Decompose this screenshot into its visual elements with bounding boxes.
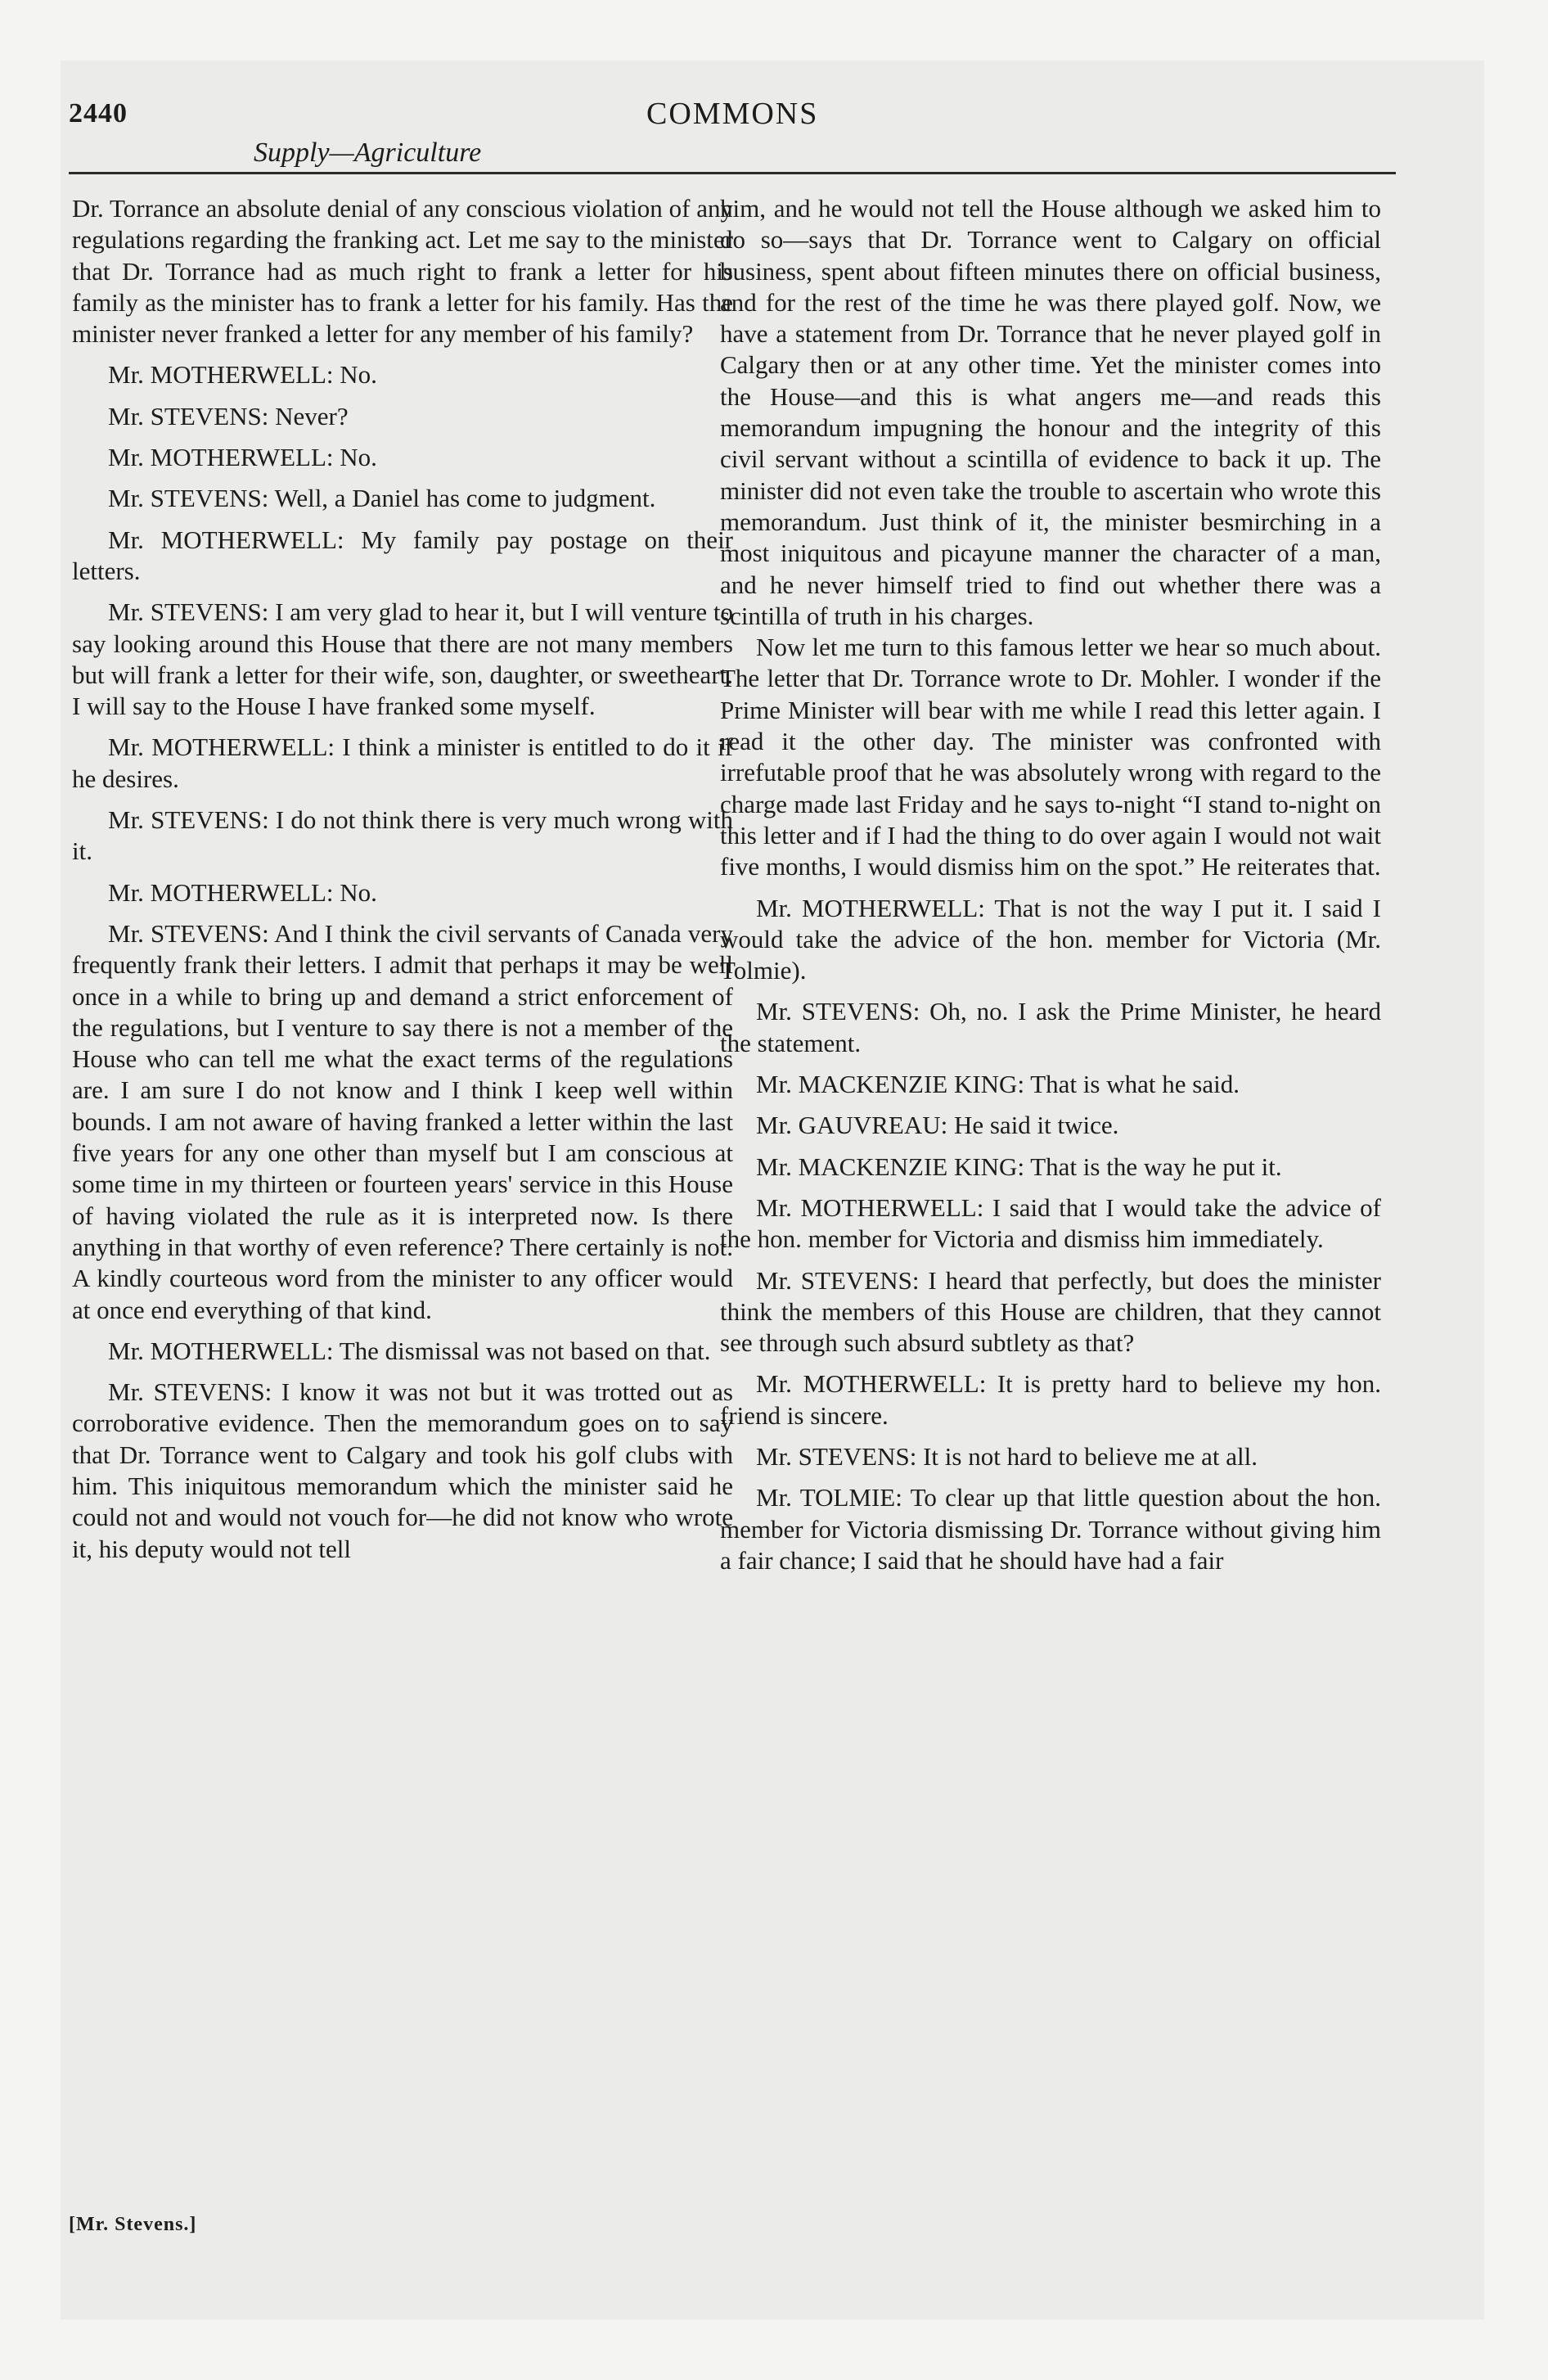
left-column bbox=[72, 193, 733, 1565]
right-column bbox=[720, 193, 1381, 1576]
paragraph: Mr. MOTHERWELL: I think a minister is entitled to do it if he desires. bbox=[72, 732, 733, 793]
paragraph: Mr. STEVENS: I know it was not but it was trotted out as corroborative evidence. Then the memorandum goes on to say that Dr. Torrance went to Calgary and took his golf clubs with him. This iniquitous memorandum which the minister said he could not and would not vouch for—he did not know who wrote it, his deputy would not tell bbox=[72, 1377, 733, 1563]
paragraph: Mr. STEVENS: I am very glad to hear it, but I will venture to say looking around this House that there are not many members but will frank a letter for their wife, son, daughter, or sweetheart. I will say to the House I have franked some myself. bbox=[72, 597, 733, 721]
paragraph: Mr. MOTHERWELL: No. bbox=[108, 443, 377, 472]
paragraph: Mr. GAUVREAU: He said it twice. bbox=[756, 1111, 1119, 1140]
paragraph: Mr. MOTHERWELL: No. bbox=[108, 360, 377, 390]
paragraph: Mr. MACKENZIE KING: That is what he said. bbox=[756, 1070, 1240, 1099]
section-title: Supply—Agriculture bbox=[254, 137, 482, 168]
running-title: COMMONS bbox=[646, 97, 819, 131]
paragraph: Mr. MOTHERWELL: The dismissal was not based on that. bbox=[108, 1336, 711, 1365]
paragraph: Mr. STEVENS: Well, a Daniel has come to judgment. bbox=[108, 484, 656, 513]
paragraph: Now let me turn to this famous letter we hear so much about. The letter that Dr. Torrance wrote to Dr. Mohler. I wonder if the Prime Minister will bear with me while I read this letter again. I read it the other day. The minister was confronted with irrefutable proof that he was absolutely wrong with regard to the charge made last Friday and he says to-night “I stand to-night on this letter and if I had the thing to do over again I would not wait five months, I would dismiss him on the spot.” He reiterates that. bbox=[720, 633, 1381, 881]
paragraph: Mr. STEVENS: I do not think there is very much wrong with it. bbox=[72, 805, 733, 866]
paragraph: Mr. STEVENS: Oh, no. I ask the Prime Minister, he heard the statement. bbox=[720, 997, 1381, 1057]
speaker-footer: [Mr. Stevens.] bbox=[69, 2214, 197, 2235]
paragraph: Mr. MOTHERWELL: No. bbox=[108, 877, 377, 907]
paragraph: Mr. STEVENS: I heard that perfectly, but does the minister think the members of this House are children, that they cannot see through such absurd subtlety as that? bbox=[720, 1265, 1381, 1358]
paragraph: Mr. MOTHERWELL: I said that I would take the advice of the hon. member for Victoria and dismiss him immediately. bbox=[720, 1192, 1381, 1254]
paragraph: Mr. STEVENS: And I think the civil servants of Canada very frequently frank their letters. I admit that perhaps it may be well once in a while to bring up and demand a strict enforcement of the regulations, but I venture to say there is not a member of the House who can tell me what the exact terms of the regulations are. I am sure I do not know and I think I keep well within bounds. I am not aware of having franked a letter within the last five years for any one other than myself but I am conscious at some time in my thirteen or fourteen years' service in this House of having violated the rule as it is interpreted now. Is there anything in that worthy of even reference? There certainly is not. A kindly courteous word from the minister to any officer would at once end everything of that kind. bbox=[72, 918, 733, 1324]
paragraph: Mr. MACKENZIE KING: That is the way he put it. bbox=[756, 1152, 1282, 1181]
page-number: 2440 bbox=[69, 98, 128, 128]
header-rule bbox=[69, 172, 1396, 174]
paragraph: Mr. TOLMIE: To clear up that little question about the hon. member for Victoria dismissing Dr. Torrance without giving him a fair chance; I said that he should have had a fair bbox=[720, 1483, 1381, 1575]
paragraph: Mr. STEVENS: Never? bbox=[108, 401, 349, 430]
paragraph: Mr. STEVENS: It is not hard to believe me at all. bbox=[756, 1441, 1258, 1471]
paragraph: Mr. MOTHERWELL: That is not the way I put it. I said I would take the advice of the hon. member for Victoria (Mr. Tolmie). bbox=[720, 893, 1381, 985]
paragraph: Mr. MOTHERWELL: It is pretty hard to believe my hon. friend is sincere. bbox=[720, 1369, 1381, 1430]
paragraph: Mr. MOTHERWELL: My family pay postage on their letters. bbox=[72, 525, 733, 585]
paragraph: him, and he would not tell the House although we asked him to do so—says that Dr. Torrance went to Calgary on official business, spent about fifteen minutes there on official business, and for the rest of the time he was there played golf. Now, we have a statement from Dr. Torrance that he never played golf in Calgary then or at any other time. Yet the minister comes into the House—and this is what angers me—and reads this memorandum impugning the honour and the integrity of this civil servant without a scintilla of evidence to back it up. The minister did not even take the trouble to ascertain who wrote this memorandum. Just think of it, the minister besmirching in a most iniquitous and picayune manner the character of a man, and he never himself tried to find out whether there was a scintilla of truth in his charges. bbox=[720, 194, 1381, 630]
paragraph: Dr. Torrance an absolute denial of any conscious violation of any regulations regarding the franking act. Let me say to the minister that Dr. Torrance had as much right to frank a letter for his family as the minister has to frank a letter for his family. Has the minister never franked a letter for any member of his family? bbox=[72, 194, 733, 349]
